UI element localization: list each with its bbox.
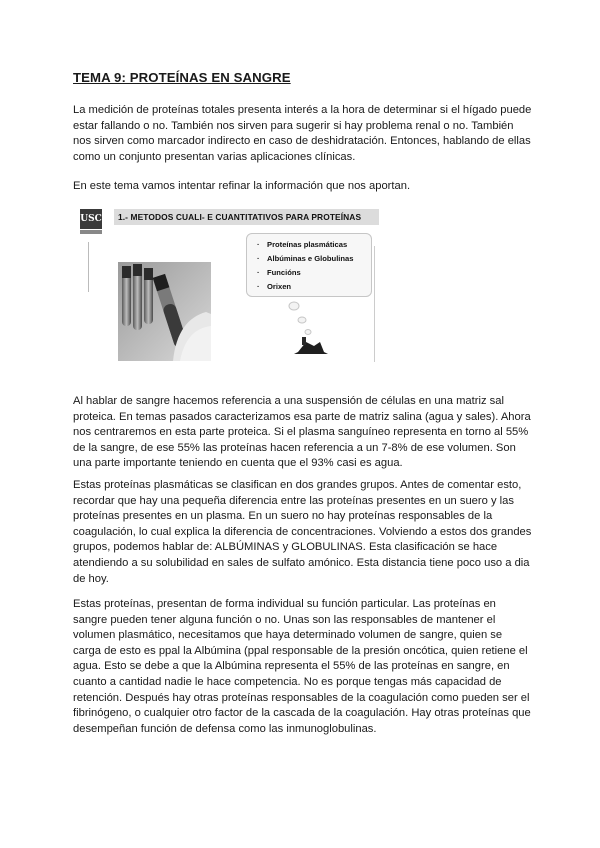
- bullet-icon: ·: [257, 282, 260, 291]
- text-line: sangre pueden tener alguna función o no. Unas son las responsables de mantener el: [73, 613, 496, 626]
- bullet-icon: ·: [257, 268, 260, 277]
- text-line: recordar que hay una pequeña diferencia entre las proteínas presentes en un suero y las: [73, 494, 514, 507]
- callout-item-label: Albúminas e Globulinas: [267, 254, 354, 263]
- text-line: de hoy.: [73, 572, 109, 585]
- text-line: coagulación, lo cual explica la diferencia de concentraciones. Volviendo a estos dos grandes: [73, 525, 532, 538]
- text-line: desempeñan función de defensa como las inmunoglobulinas.: [73, 722, 377, 735]
- text-line: proteínas presentes en un plasma. En un suero no hay proteínas responsables de la: [73, 510, 493, 523]
- bullet-icon: ·: [257, 254, 260, 263]
- text-line: La medición de proteínas totales presenta interés a la hora de determinar si el hígado puede: [73, 104, 532, 116]
- callout-item-label: Funcións: [267, 268, 301, 277]
- thought-bubble-tail: [78, 206, 379, 362]
- document-title: TEMA 9: PROTEÍNAS EN SANGRE: [73, 70, 291, 85]
- function-paragraph: [73, 597, 533, 737]
- bullet-icon: ·: [257, 240, 260, 249]
- text-line: agua. Esto se debe a que la Albúmina representa el 55% de las proteínas en sangre, en: [73, 660, 510, 673]
- slide-image: [78, 206, 379, 362]
- text-line: Estas proteínas plasmáticas se clasifican en dos grandes grupos. Antes de comentar esto,: [73, 479, 522, 491]
- text-line: cuanto a cantidad nadie le hace competencia. No es porque tengas más capacidad de: [73, 675, 502, 688]
- text-line: Al hablar de sangre hacemos referencia a una suspensión de células en una matriz sal: [73, 395, 504, 407]
- text-line: de la sangre, de ese 55% las proteínas hacen referencia a un 7-8% de ese volumen. Son: [73, 441, 516, 454]
- text-line: carga de esto es ppal la Albúmina (ppal responsable de la presión oncótica, quien retiene el: [73, 644, 528, 657]
- text-line: fibrinógeno, o cualquier otro factor de la cascada de la coagulación. Hay otras proteínas que: [73, 707, 531, 720]
- classification-paragraph: [73, 478, 533, 587]
- text-line: grupos, podemos hablar de: ALBÚMINAS y GLOBULINAS. Esta clasificación se hace: [73, 541, 498, 554]
- text-line: una parte importante teniendo en cuenta que el 93% casi es agua.: [73, 457, 403, 470]
- text-line: como un conjunto presentan varias aplicaciones clínicas.: [73, 150, 356, 163]
- blood-paragraph: [73, 394, 533, 472]
- text-line: volumen plasmático, necesitamos que haya determinado volumen de sangre, quien se: [73, 629, 503, 642]
- callout-item-label: Proteínas plasmáticas: [267, 240, 348, 249]
- text-line: Estas proteínas, presentan de forma individual su función particular. Las proteínas en: [73, 598, 496, 610]
- text-line: retención. Después hay otras proteínas responsables de la coagulación como pueden ser el: [73, 691, 530, 704]
- text-line: nos sirven como marcador indirecto en caso de deshidratación. Entonces, hablando de ellas: [73, 135, 531, 148]
- intro-paragraph: [73, 103, 533, 165]
- text-line: proteica. En temas pasados caracterizamos esa parte de matriz salina (agua y sales). Ahora: [73, 410, 531, 423]
- refine-paragraph: [73, 179, 533, 195]
- text-line: estar fallando o no. También nos sirven para sugerir si hay problema renal o no. También: [73, 119, 514, 132]
- text-line: nos centraremos en esta parte proteica. Si el plasma sanguíneo representa en torno al 55%: [73, 426, 529, 439]
- callout-item-label: Orixen: [267, 282, 292, 291]
- usc-logo: USC: [80, 209, 102, 229]
- text-line: En este tema vamos intentar refinar la información que nos aportan.: [73, 180, 411, 192]
- slide-header: 1.- METODOS CUALI- E CUANTITATIVOS PARA PROTEÍNAS: [118, 212, 362, 222]
- text-line: atendiendo a su solubilidad en sales de sulfato amónico. Esta distancia tiene poco uso a dia: [73, 556, 530, 569]
